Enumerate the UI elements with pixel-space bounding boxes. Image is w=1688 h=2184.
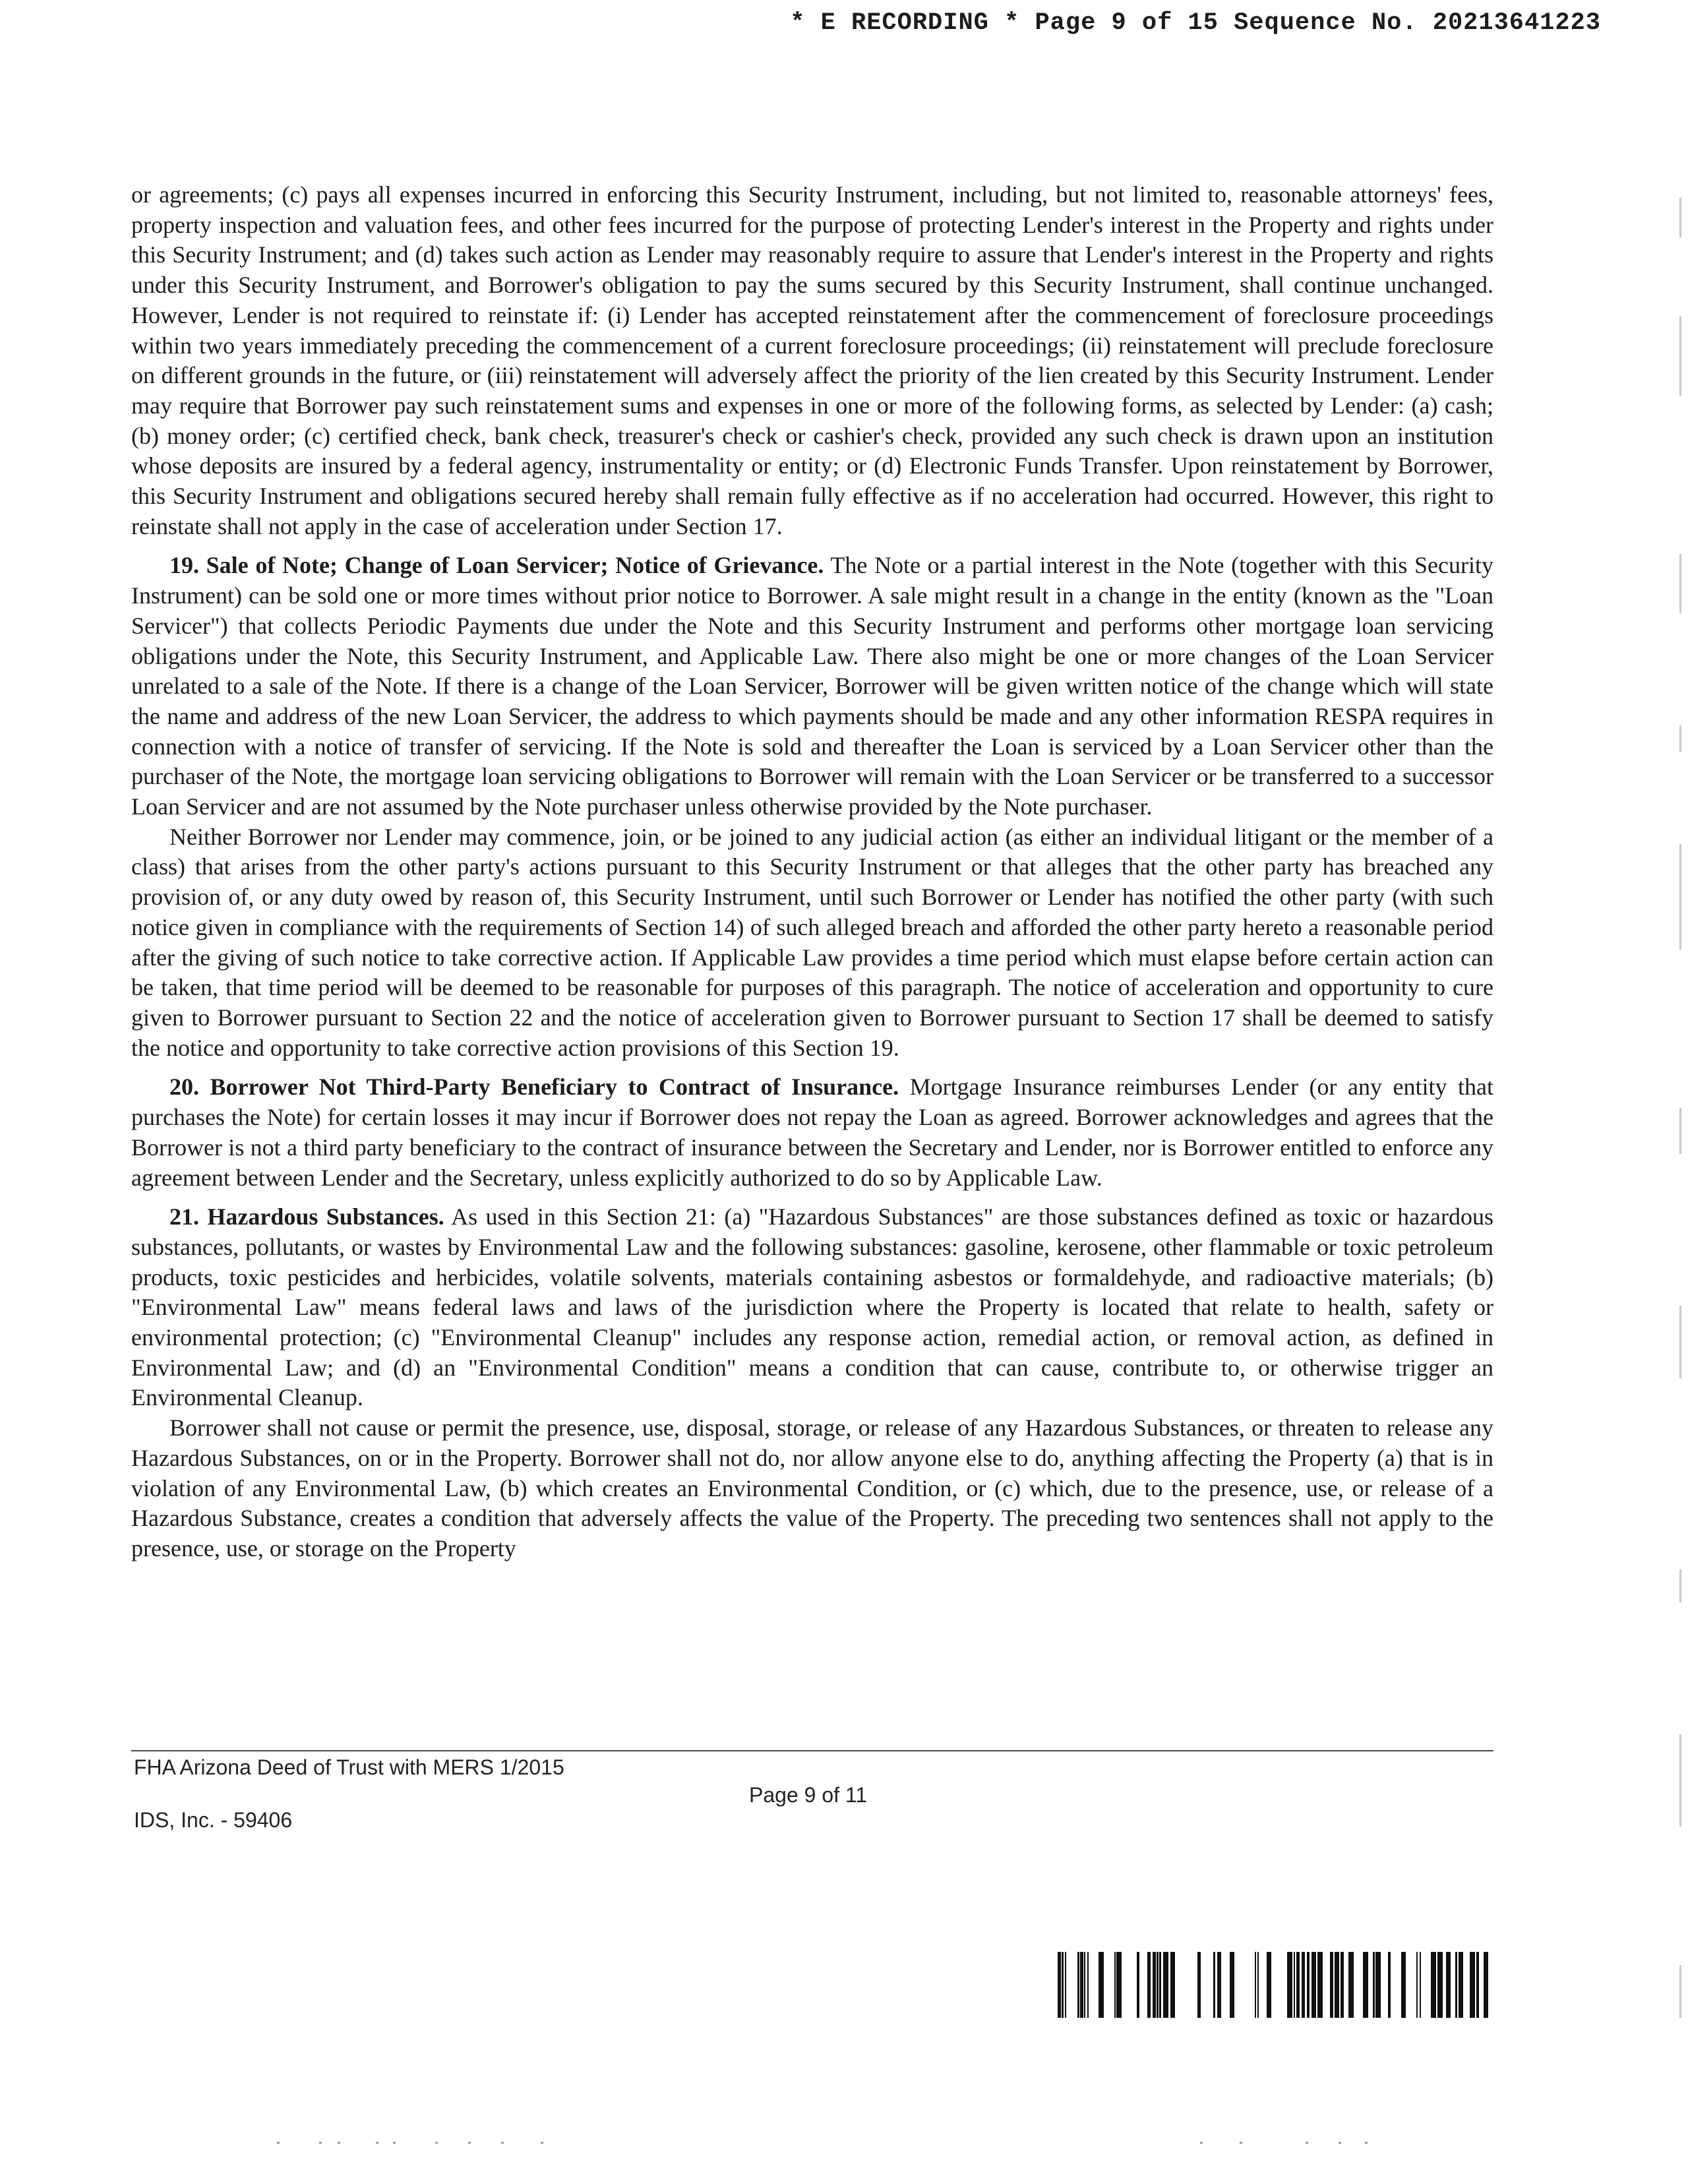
paragraph-text: Borrower shall not cause or permit the presence, use, disposal, storage, or release of any Hazardous Substances, or threaten to release any Hazardous Substances, on or in the Property. Borrower shall not do, nor allow anyone else to do, anything affecting the Property (a) that is in violation of any Environmental Law, (b) which creates an Environmental Condition, or (c) which, due to the presence, use, or release of a Hazardous Substance, creates a condition that adversely affects the value of the Property. The preceding two sentences shall not apply to the presence, use, or storage on the Property (131, 1414, 1493, 1562)
barcode-bar (1197, 1952, 1201, 2018)
barcode-bar (1330, 1952, 1333, 2018)
barcode-bar (1267, 1952, 1271, 2018)
barcode-bar (1446, 1952, 1451, 2018)
barcode-bar (1420, 1952, 1421, 2018)
section-19-paragraph (131, 551, 1493, 822)
barcode-bar (1065, 1952, 1066, 2018)
footer-vendor: IDS, Inc. - 59406 (134, 1808, 293, 1832)
section-20-paragraph (131, 1072, 1493, 1193)
barcode-bar (1058, 1952, 1061, 2018)
barcode-bar (1341, 1952, 1344, 2018)
barcode-bar (1388, 1952, 1391, 2018)
barcode-bar (1157, 1952, 1159, 2018)
paragraph-reinstatement-continued (131, 180, 1493, 541)
section-19-second-paragraph (131, 822, 1493, 1064)
barcode-bar (1348, 1952, 1354, 2018)
barcode-bar (1455, 1952, 1457, 2018)
scan-artifact-dots-right (1200, 2142, 1398, 2146)
barcode-bar (1431, 1952, 1436, 2018)
barcode-bar (1459, 1952, 1463, 2018)
barcode-bar (1170, 1952, 1175, 2018)
document-body (131, 180, 1493, 1564)
paragraph-text: or agreements; (c) pays all expenses incurred in enforcing this Security Instrument, including, but not limited to, reasonable attorneys' fees, property inspection and valuation fees, and other fees incurred for the purpose of protecting Lender's interest in the Property and rights under this Security Instrument; and (d) takes such action as Lender may reasonably require to assure that Lender's interest in the Property and rights under this Security Instrument, and Borrower's obligation to pay the sums secured by this Security Instrument, shall continue unchanged. However, Lender is not required to reinstate if: (i) Lender has accepted reinstatement after the commencement of foreclosure proceedings within two years immediately preceding the commencement of a current foreclosure proceedings; (ii) reinstatement will preclude foreclosure on different grounds in the future, or (iii) reinstatement will adversely affect the priority of the lien created by this Security Instrument. Lender may require that Borrower pay such reinstatement sums and expenses in one or more of the following forms, as selected by Lender: (a) cash; (b) money order; (c) certified check, bank check, treasurer's check or cashier's check, provided any such check is drawn upon an institution whose deposits are insured by a federal agency, instrumentality or entity; or (d) Electronic Funds Transfer. Upon reinstatement by Borrower, this Security Instrument and obligations secured hereby shall remain fully effective as if no acceleration had occurred. However, this right to reinstate shall not apply in the case of acceleration under Section 17. (131, 181, 1493, 539)
section-19-heading: 19. Sale of Note; Change of Loan Servicer; Notice of Grievance. (169, 552, 824, 579)
barcode-bar (1476, 1952, 1479, 2018)
paragraph-text: The Note or a partial interest in the Note (together with this Security Instrument) can be sold one or more times without prior notice to Borrower. A sale might result in a change in the entity (known as the "Loan Servicer") that collects Periodic Payments due under the Note and this Security Instrument and performs other mortgage loan servicing obligations under the Note, this Security Instrument, and Applicable Law. There also might be one or more changes of the Loan Servicer unrelated to a sale of the Note. If there is a change of the Loan Servicer, Borrower will be given written notice of the change which will state the name and address of the new Loan Servicer, the address to which payments should be made and any other information RESPA requires in connection with a notice of transfer of servicing. If the Note is sold and thereafter the Loan is serviced by a Loan Servicer other than the purchaser of the Note, the mortgage loan servicing obligations to Borrower will remain with the Loan Servicer or be transferred to a successor Loan Servicer and are not assumed by the Note purchaser unless otherwise provided by the Note purchaser. (131, 552, 1493, 820)
paragraph-text: Neither Borrower nor Lender may commence, join, or be joined to any judicial action (as either an individual litigant or the member of a class) that arises from the other party's actions pursuant to this Security Instrument or that alleges that the other party has breached any provision of, or any duty owed by reason of, this Security Instrument, until such Borrower or Lender has notified the other party (with such notice given in compliance with the requirements of Section 14) of such alleged breach and afforded the other party hereto a reasonable period after the giving of such notice to take corrective action. If Applicable Law provides a time period which must elapse before certain action can be taken, that time period will be deemed to be reasonable for purposes of this paragraph. The notice of acceleration and opportunity to cure given to Borrower pursuant to Section 22 and the notice of acceleration given to Borrower pursuant to Section 17 shall be deemed to satisfy the notice and opportunity to take corrective action provisions of this Section 19. (131, 823, 1493, 1061)
barcode-bar (1363, 1952, 1368, 2018)
barcode-bar (1213, 1952, 1215, 2018)
footer-page-number: Page 9 of 11 (749, 1783, 868, 1807)
barcode-bar (1470, 1952, 1475, 2018)
barcode-bar (1484, 1952, 1488, 2018)
barcode-bar (1287, 1952, 1292, 2018)
paragraph-text: Mortgage Insurance reimburses Lender (or any entity that purchases the Note) for certain losses it may incur if Borrower does not repay the Loan as agreed. Borrower acknowledges and agrees that the Borrower is not a third party beneficiary to the contract of insurance between the Secretary and Lender, nor is Borrower entitled to enforce any agreement between Lender and the Secretary, unless explicitly authorized to do so by Applicable Law. (131, 1074, 1493, 1191)
footer-divider (131, 1750, 1493, 1751)
barcode-bar (1099, 1952, 1104, 2018)
barcode-bar (1153, 1952, 1156, 2018)
barcode-bar (1114, 1952, 1116, 2018)
footer-form-title: FHA Arizona Deed of Trust with MERS 1/2015 (134, 1755, 564, 1779)
scan-artifact-dots (277, 2142, 554, 2146)
barcode-bar (1137, 1952, 1139, 2018)
section-21-heading: 21. Hazardous Substances. (169, 1203, 444, 1230)
barcode-bar (1416, 1952, 1418, 2018)
barcode-bar (1375, 1952, 1381, 2018)
barcode-bar (1311, 1952, 1316, 2018)
barcode-bar (1296, 1952, 1300, 2018)
barcode-bar (1335, 1952, 1339, 2018)
barcode-bar (1294, 1952, 1295, 2018)
barcode-bar (1147, 1952, 1151, 2018)
barcode-bar (1084, 1952, 1085, 2018)
barcode-bar (1230, 1952, 1234, 2018)
barcode-bar (1159, 1952, 1161, 2018)
barcode-bar (1062, 1952, 1064, 2018)
section-21-second-paragraph (131, 1413, 1493, 1564)
barcode-bar (1373, 1952, 1375, 2018)
barcode-icon (1058, 1952, 1493, 2018)
barcode-bar (1080, 1952, 1083, 2018)
barcode-bar (1302, 1952, 1305, 2018)
section-21-paragraph (131, 1202, 1493, 1413)
recording-header: * E RECORDING * Page 9 of 15 Sequence No. 20213641223 (790, 9, 1601, 37)
barcode-bar (1307, 1952, 1310, 2018)
barcode-bar (1401, 1952, 1406, 2018)
barcode-bar (1437, 1952, 1443, 2018)
barcode-bar (1087, 1952, 1089, 2018)
scan-edge-marks (1668, 185, 1688, 2097)
barcode-bar (1163, 1952, 1168, 2018)
barcode-bar (1257, 1952, 1259, 2018)
barcode-bar (1255, 1952, 1256, 2018)
section-20-heading: 20. Borrower Not Third-Party Beneficiary to Contract of Insurance. (169, 1074, 899, 1101)
paragraph-text: As used in this Section 21: (a) "Hazardous Substances" are those substances defined as toxic or hazardous substances, pollutants, or wastes by Environmental Law and the following substances: gasoline, kerosene, other flammable or toxic petroleum products, toxic pesticides and herbicides, volatile solvents, materials containing asbestos or formaldehyde, and radioactive materials; (b) "Environmental Law" means federal laws and laws of the jurisdiction where the Property is located that relate to health, safety or environmental protection; (c) "Environmental Cleanup" includes any response action, remedial action, or removal action, as defined in Environmental Law; and (d) an "Environmental Condition" means a condition that can cause, contribute to, or otherwise trigger an Environmental Cleanup. (131, 1203, 1493, 1411)
barcode-bar (1217, 1952, 1221, 2018)
barcode-bar (1317, 1952, 1323, 2018)
barcode-bar (1077, 1952, 1079, 2018)
barcode-bar (1116, 1952, 1122, 2018)
